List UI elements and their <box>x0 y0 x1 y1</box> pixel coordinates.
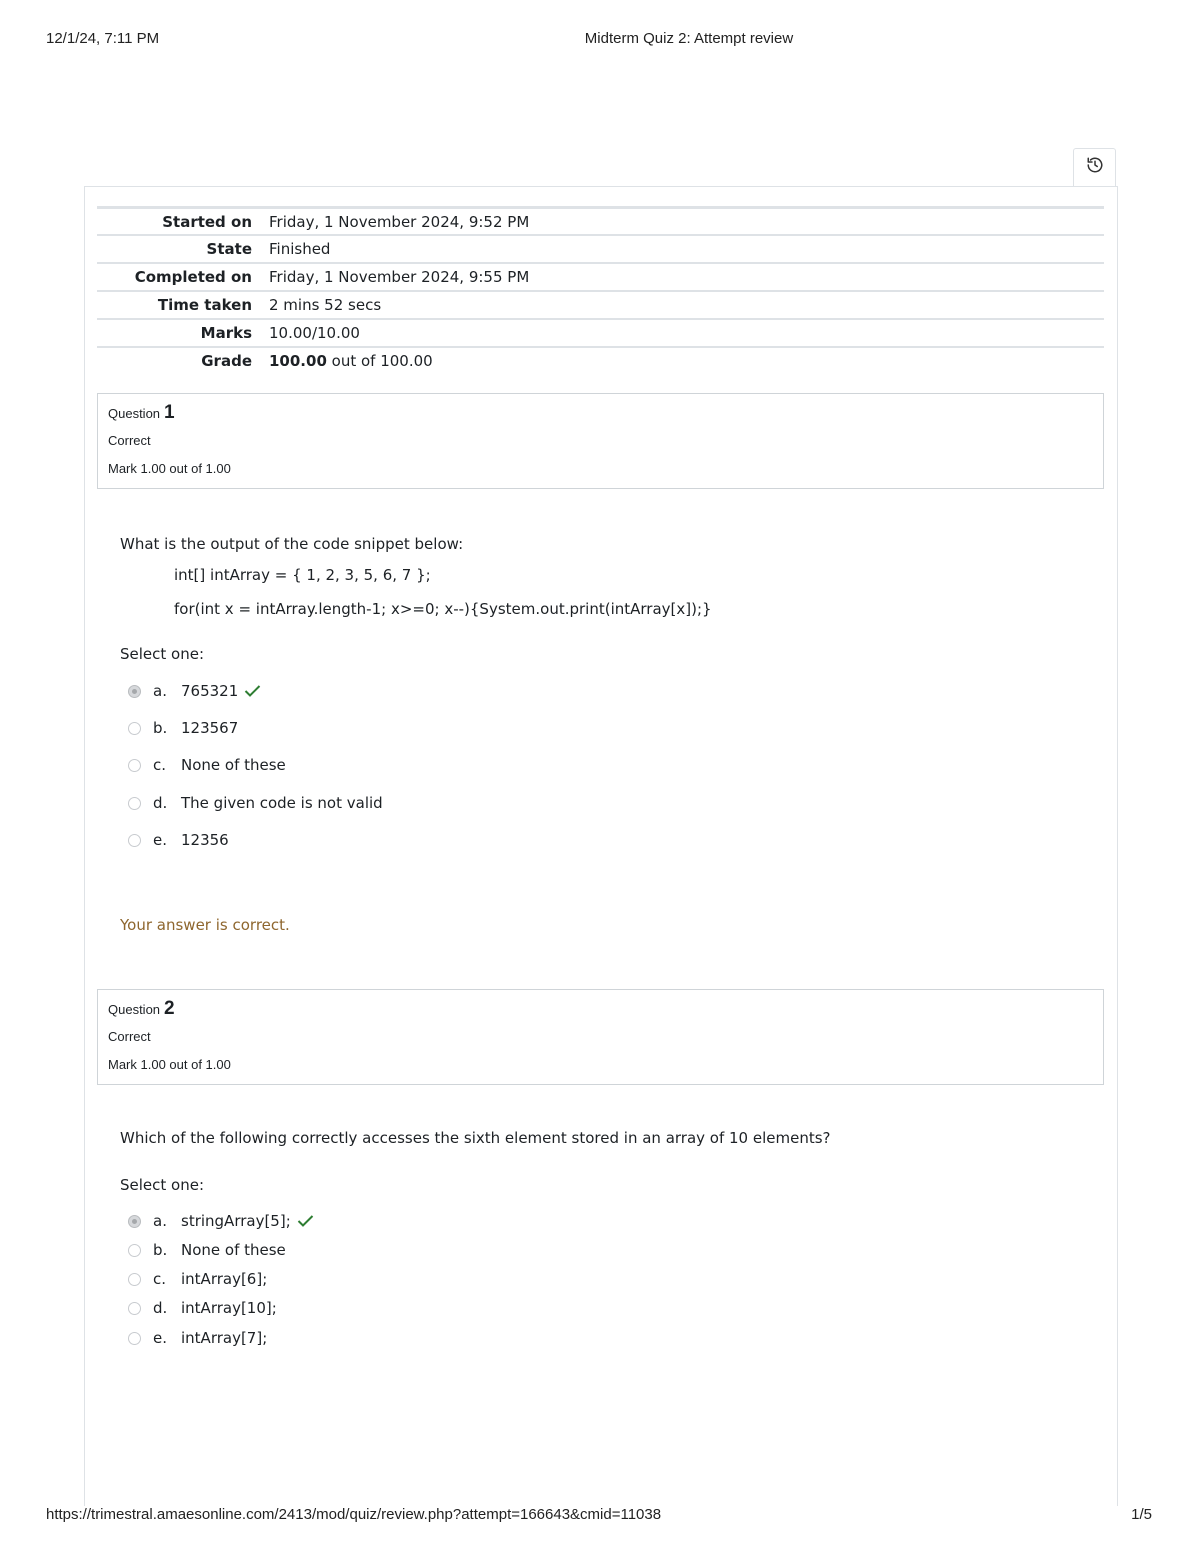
summary-value: Friday, 1 November 2024, 9:52 PM <box>269 212 530 231</box>
question-number: Question 2 <box>108 998 175 1019</box>
option-letter: b. <box>153 1241 168 1259</box>
grade-value: 100.00 <box>269 352 327 370</box>
print-footer <box>0 1506 1200 1526</box>
summary-label: Completed on <box>134 268 252 286</box>
print-title: Midterm Quiz 2: Attempt review <box>584 30 794 47</box>
option-letter: b. <box>153 719 168 737</box>
summary-row-marks <box>97 318 1104 346</box>
option-text: 765321 <box>181 682 239 700</box>
question-state: Correct <box>108 433 151 448</box>
answer-option-c[interactable] <box>128 754 286 776</box>
history-button[interactable] <box>1073 148 1116 186</box>
answer-option-a[interactable] <box>128 1210 314 1232</box>
summary-value: 10.00/10.00 <box>269 324 360 342</box>
option-text: intArray[6]; <box>181 1270 268 1288</box>
summary-value: Finished <box>269 240 331 258</box>
radio-button[interactable] <box>128 722 141 735</box>
question-state: Correct <box>108 1029 151 1044</box>
option-text: 12356 <box>181 831 229 849</box>
question-info-1 <box>97 393 1104 489</box>
option-letter: c. <box>153 756 167 774</box>
radio-button[interactable] <box>128 797 141 810</box>
summary-label: State <box>206 240 252 258</box>
question-number: Question 1 <box>108 402 175 423</box>
history-icon <box>1086 156 1104 179</box>
answer-option-b[interactable] <box>128 717 238 739</box>
radio-button[interactable] <box>128 834 141 847</box>
option-letter: e. <box>153 831 167 849</box>
option-letter: a. <box>153 1212 167 1230</box>
option-letter: d. <box>153 1299 168 1317</box>
radio-button[interactable] <box>128 1215 141 1228</box>
summary-row-started <box>97 206 1104 234</box>
select-one-label: Select one: <box>120 1176 205 1194</box>
radio-button[interactable] <box>128 1332 141 1345</box>
radio-button[interactable] <box>128 1244 141 1257</box>
print-date: 12/1/24, 7:11 PM <box>46 30 160 47</box>
summary-label: Time taken <box>157 296 252 314</box>
answer-option-d[interactable] <box>128 1297 277 1319</box>
summary-value: Friday, 1 November 2024, 9:55 PM <box>269 268 530 286</box>
summary-value <box>269 352 433 370</box>
summary-label: Started on <box>162 212 252 231</box>
radio-button[interactable] <box>128 1273 141 1286</box>
select-one-label: Select one: <box>120 645 205 663</box>
option-text: 123567 <box>181 719 239 737</box>
question-mark: Mark 1.00 out of 1.00 <box>108 461 231 476</box>
option-letter: e. <box>153 1329 167 1347</box>
answer-option-c[interactable] <box>128 1268 267 1290</box>
radio-button[interactable] <box>128 1302 141 1315</box>
print-url: https://trimestral.amaesonline.com/2413/mod/quiz/review.php?attempt=166643&cmid=11038 <box>46 1506 662 1523</box>
code-line: int[] intArray = { 1, 2, 3, 5, 6, 7 }; <box>174 566 431 584</box>
answer-option-b[interactable] <box>128 1239 286 1261</box>
answer-option-d[interactable] <box>128 792 383 814</box>
option-letter: d. <box>153 794 168 812</box>
answer-option-e[interactable] <box>128 829 229 851</box>
check-icon <box>297 1214 314 1228</box>
grade-total: out of 100.00 <box>326 352 433 370</box>
option-text: stringArray[5]; <box>181 1212 291 1230</box>
summary-row-completed <box>97 262 1104 290</box>
radio-button[interactable] <box>128 759 141 772</box>
answer-option-e[interactable] <box>128 1327 267 1349</box>
summary-label: Marks <box>200 324 252 342</box>
feedback-text: Your answer is correct. <box>120 916 290 934</box>
summary-row-grade <box>97 346 1104 374</box>
question-text: Which of the following correctly accesses the sixth element stored in an array of 10 elements? <box>120 1129 831 1147</box>
answer-option-a[interactable] <box>128 680 261 702</box>
question-mark: Mark 1.00 out of 1.00 <box>108 1057 231 1072</box>
option-letter: c. <box>153 1270 167 1288</box>
option-text: intArray[7]; <box>181 1329 268 1347</box>
summary-row-state <box>97 234 1104 262</box>
check-icon <box>244 684 261 698</box>
option-text: None of these <box>181 1241 286 1259</box>
option-letter: a. <box>153 682 167 700</box>
summary-value: 2 mins 52 secs <box>269 296 382 314</box>
radio-button[interactable] <box>128 685 141 698</box>
option-text: None of these <box>181 756 286 774</box>
code-line: for(int x = intArray.length-1; x>=0; x--){System.out.print(intArray[x]);} <box>174 600 712 618</box>
option-text: The given code is not valid <box>181 794 383 812</box>
print-header <box>0 30 1200 50</box>
question-text: What is the output of the code snippet below: <box>120 535 464 553</box>
summary-row-time-taken <box>97 290 1104 318</box>
print-page-number: 1/5 <box>1131 1506 1152 1523</box>
question-info-2 <box>97 989 1104 1085</box>
option-text: intArray[10]; <box>181 1299 277 1317</box>
attempt-summary-table <box>97 206 1104 374</box>
summary-label: Grade <box>201 352 252 370</box>
